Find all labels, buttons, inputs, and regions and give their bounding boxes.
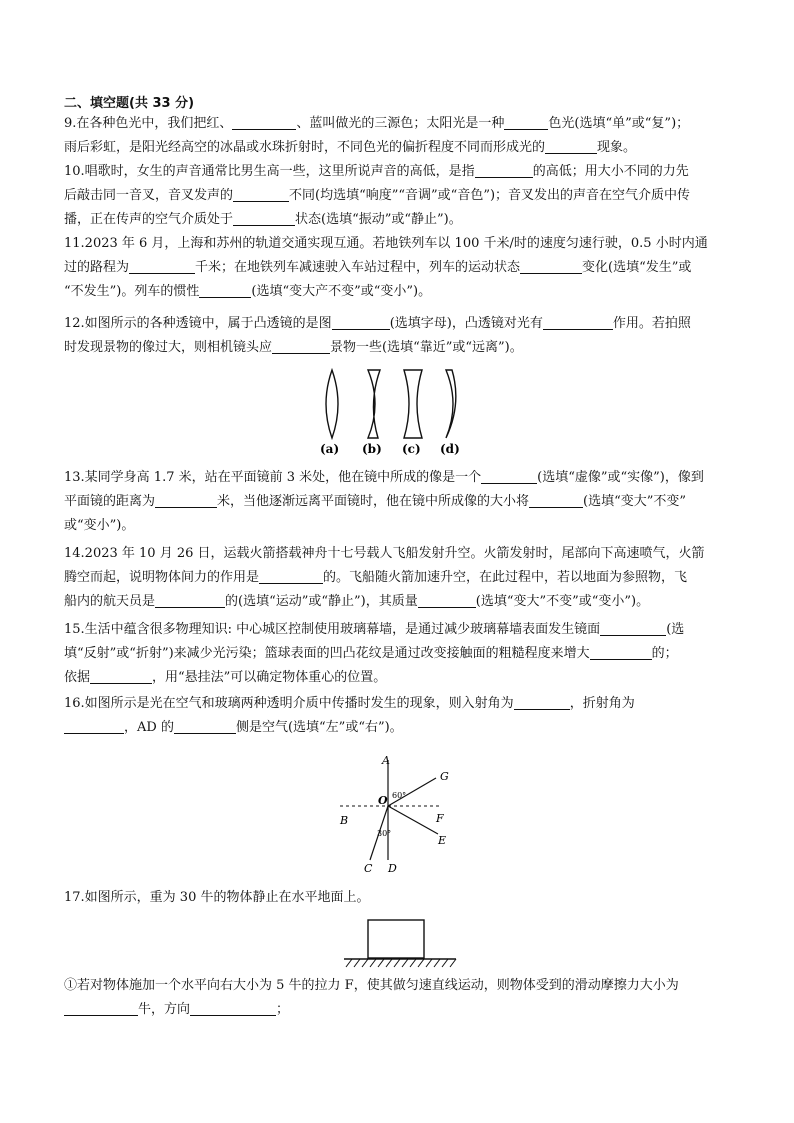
q12-text-2: (选填字母)，凸透镜对光有 <box>389 316 543 331</box>
q15-text-3: 填“反射”或“折射”)来减少光污染；篮球表面的凹凸花纹是通过改变接触面的粗糙程度来增大 <box>64 646 590 661</box>
q9-blank-1[interactable] <box>232 115 296 130</box>
q13-text-1: 13.某同学身高 1.7 米，站在平面镜前 3 米处，他在镜中所成的像是一个 <box>64 470 482 485</box>
q13-text-3: 平面镜的距离为 <box>64 494 156 509</box>
block-object <box>368 920 424 958</box>
q10-blank-1[interactable] <box>475 163 533 178</box>
q14-text-2: 腾空而起，说明物体间力的作用是 <box>64 570 260 585</box>
q12-text-4: 时发现景物的像过大，则相机镜头应 <box>64 340 273 355</box>
q15-blank-3[interactable] <box>90 669 152 684</box>
label-b: B <box>340 814 349 827</box>
section-title: 二、填空题(共 33 分) <box>64 96 195 111</box>
angle-label-30: 30° <box>377 829 392 838</box>
q15-text-1: 15.生活中蕴含很多物理知识: 中心城区控制使用玻璃幕墙，是通过减少玻璃幕墙表面发生镜面 <box>64 622 601 637</box>
q12-text-5: 景物一些(选填“靠近”或“远离”)。 <box>330 340 523 355</box>
q12-text-3: 作用。若拍照 <box>612 316 691 331</box>
q14-text-4: 船内的航天员是 <box>64 594 156 609</box>
q13-text-6: 或“变小”)。 <box>64 518 135 533</box>
lens-a-biconvex <box>326 370 338 438</box>
q12-blank-1[interactable] <box>332 315 390 330</box>
q16-text-3: ，AD 的 <box>124 720 174 735</box>
ground-hatch <box>346 959 456 967</box>
q9-text-5: 现象。 <box>597 140 637 155</box>
q14-text-3: 的。飞船随火箭加速升空，在此过程中，若以地面为参照物，飞 <box>323 570 688 585</box>
q13-blank-2[interactable] <box>155 493 217 508</box>
q14-text-6: (选填“变大”不变”或“变小”)。 <box>475 594 650 609</box>
q15-text-6: ，用“悬挂法”可以确定物体重心的位置。 <box>152 670 387 685</box>
label-a: A <box>382 754 390 767</box>
q17-sub-text-2: 牛，方向 <box>138 1002 191 1017</box>
q15-text-4: 的； <box>651 646 678 661</box>
q16-text-4: 侧是空气(选填“左”或“右”)。 <box>235 720 403 735</box>
question-13 <box>64 466 732 538</box>
q9-blank-2[interactable] <box>504 115 548 130</box>
lens-b-meniscus <box>368 370 380 438</box>
q13-text-5: (选填“变大”不变” <box>583 494 687 509</box>
q17-blank-2[interactable] <box>190 1001 276 1016</box>
question-14 <box>64 542 732 614</box>
q11-blank-2[interactable] <box>520 259 582 274</box>
label-c: C <box>364 862 373 875</box>
q9-blank-3[interactable] <box>545 139 597 154</box>
q11-text-3: 千米；在地铁列车减速驶入车站过程中，列车的运动状态 <box>195 260 521 275</box>
lens-c-biconcave <box>404 370 422 438</box>
q10-text-3: 后敲击同一音叉，音叉发声的 <box>64 188 234 203</box>
q14-blank-3[interactable] <box>418 593 476 608</box>
q12-blank-3[interactable] <box>272 339 330 354</box>
label-f: F <box>436 812 444 825</box>
q17-sub-text-1: 若对物体施加一个水平向右大小为 5 牛的拉力 F，使其做匀速直线运动，则物体受到的滑动摩擦力大小为 <box>77 978 679 993</box>
q11-text-5: “不发生”)。列车的惯性 <box>64 284 200 299</box>
lens-label-a: (a) <box>320 442 340 456</box>
q10-blank-2[interactable] <box>233 187 289 202</box>
q17-blank-1[interactable] <box>64 1001 138 1016</box>
q9-text-4: 雨后彩虹，是阳光经高空的冰晶或水珠折射时，不同色光的偏折程度不同而形成光的 <box>64 140 546 155</box>
ray-oe <box>388 806 438 834</box>
q15-blank-1[interactable] <box>600 621 666 636</box>
label-d: D <box>388 862 397 875</box>
q14-blank-2[interactable] <box>155 593 225 608</box>
question-11 <box>64 232 732 304</box>
q15-text-2: (选 <box>666 622 685 637</box>
q12-blank-2[interactable] <box>543 315 613 330</box>
q9-text-3: 色光(选填“单”或“复”)； <box>548 116 690 131</box>
q13-text-2: (选填“虚像”或“实像”)，像到 <box>537 470 704 485</box>
q15-blank-2[interactable] <box>590 645 652 660</box>
q16-text-1: 16.如图所示是光在空气和玻璃两种透明介质中传播时发生的现象，则入射角为 <box>64 696 514 711</box>
q10-text-6: 状态(选填“振动”或“静止”)。 <box>295 212 462 227</box>
q11-text-2: 过的路程为 <box>64 260 130 275</box>
q16-blank-3[interactable] <box>174 719 236 734</box>
question-10 <box>64 160 732 232</box>
lens-figure <box>318 366 478 458</box>
question-17-sub-1 <box>64 974 732 1022</box>
q17-sub-text-3: ； <box>276 1002 290 1017</box>
question-9 <box>64 112 732 160</box>
q13-blank-3[interactable] <box>529 493 583 508</box>
q10-blank-3[interactable] <box>233 211 295 226</box>
q15-text-5: 依据 <box>64 670 91 685</box>
question-17 <box>64 886 732 910</box>
q11-text-6: (选填“变大产不变”或“变小”)。 <box>251 284 432 299</box>
q11-blank-3[interactable] <box>199 283 251 298</box>
q13-text-4: 米，当他逐渐远离平面镜时，他在镜中所成像的大小将 <box>217 494 530 509</box>
angle-label-60: 60° <box>392 791 407 800</box>
question-16 <box>64 692 732 740</box>
q10-text-4: 不同(均选填“响度”“音调”或“音色”)；音叉发出的声音在空气介质中传 <box>289 188 691 203</box>
question-12 <box>64 312 732 360</box>
q11-blank-1[interactable] <box>129 259 195 274</box>
label-o: O <box>378 794 388 807</box>
q12-text-1: 12.如图所示的各种透镜中，属于凸透镜的是图 <box>64 316 332 331</box>
q16-blank-1[interactable] <box>514 695 570 710</box>
refraction-figure <box>336 752 456 876</box>
q11-text-1: 11.2023 年 6 月，上海和苏州的轨道交通实现互通。若地铁列车以 100 千米/时的速度匀速行驶，0.5 小时内通 <box>64 236 708 251</box>
lens-label-d: (d) <box>440 442 460 456</box>
q10-text-5: 播，正在传声的空气介质处于 <box>64 212 234 227</box>
question-15 <box>64 618 732 690</box>
q10-text-2: 的高低；用大小不同的力先 <box>532 164 689 179</box>
q14-blank-1[interactable] <box>259 569 323 584</box>
lens-label-c: (c) <box>402 442 421 456</box>
q14-text-1: 14.2023 年 10 月 26 日，运载火箭搭载神舟十七号载人飞船发射升空。火箭发射时，尾部向下高速喷气，火箭 <box>64 546 705 561</box>
q9-text-2: 、蓝叫做光的三源色；太阳光是一种 <box>296 116 505 131</box>
q17-text-1: 17.如图所示，重为 30 牛的物体静止在水平地面上。 <box>64 890 370 905</box>
block-figure <box>342 914 458 970</box>
q16-text-2: ，折射角为 <box>569 696 635 711</box>
q14-text-5: 的(选填“运动”或“静止”)，其质量 <box>225 594 418 609</box>
label-g: G <box>440 770 449 783</box>
lens-d-meniscus <box>446 370 456 438</box>
q11-text-4: 变化(选填“发生”或 <box>582 260 692 275</box>
q10-text-1: 10.唱歌时，女生的声音通常比男生高一些，这里所说声音的高低，是指 <box>64 164 475 179</box>
q17-sub-mark: ① <box>64 978 78 993</box>
q9-text-1: 9.在各种色光中，我们把红、 <box>64 116 233 131</box>
label-e: E <box>438 834 447 847</box>
q13-blank-1[interactable] <box>481 469 537 484</box>
q16-blank-2[interactable] <box>64 719 124 734</box>
lens-label-b: (b) <box>362 442 382 456</box>
